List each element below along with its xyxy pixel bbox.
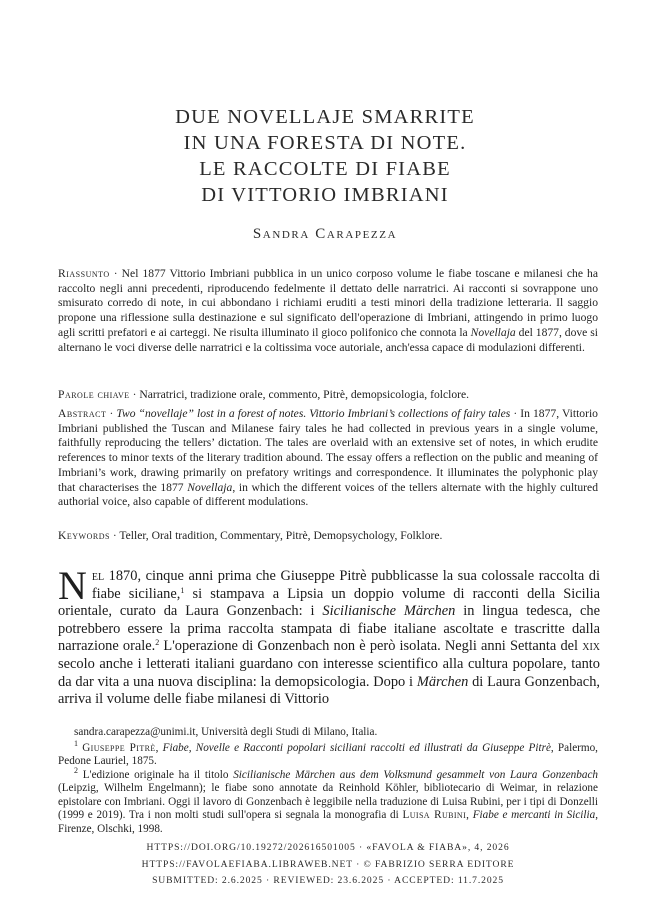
footnote-2 — [58, 765, 599, 837]
abstract-text-a: In 1877, Vittorio Imbriani published the Tuscan and Milanese fairy tales he had collected in previous years in a single volume, faithfully reproducing the tellers’ dictation. The tales are overlaid with an extensive set of notes, in which erudite references to minor texts of the literary tradition abound. The essay offers a reflection on the public and meaning of Imbriani’s work, drawing primarily on prefatory writings and correspondence. It illuminates the polyphonic play that characterises the 1877 — [58, 407, 598, 494]
riassunto-separator: · — [109, 267, 122, 280]
keywords-text: Teller, Oral tradition, Commentary, Pitrè, Demopsychology, Folklore. — [119, 529, 443, 542]
title-line-4: DI VITTORIO IMBRIANI — [201, 184, 449, 206]
footnote-1-number: 1 — [74, 738, 78, 748]
footnote-2-number: 2 — [74, 765, 78, 775]
footnote-ref-2[interactable]: 2 — [155, 638, 160, 648]
abstract-paragraph — [58, 407, 598, 510]
footnote-2-text-a: L'edizione originale ha il titolo — [82, 768, 234, 781]
body-text-6: di Laura Gonzenbach, arriva il volume delle fiabe milanesi di Vittorio — [58, 673, 600, 708]
riassunto-text-b: del 1877, dove si alternano le voci diverse delle narratrici e la coltissima voce autoriale, anch'essa capace di modulazioni differenti. — [58, 325, 598, 354]
footnote-1-author: Giuseppe Pitrè — [82, 741, 156, 754]
footnote-ref-1[interactable]: 1 — [180, 585, 185, 595]
parole-chiave-separator: · — [129, 388, 140, 401]
riassunto-paragraph — [58, 267, 598, 355]
footnote-1-sep: , — [155, 741, 163, 754]
meta-website-line[interactable]: HTTPS://FAVOLAEFIABA.LIBRAWEB.NET · © FABRIZIO SERRA EDITORE — [141, 858, 515, 870]
author-email-note: sandra.carapezza@unimi.it, Università degli Studi di Milano, Italia. — [74, 726, 378, 738]
footnote-2-text-b: (Leipzig, Wilhelm Engelmann); le fiabe sono annotate da Reinhold Köhler, bibliotecario di Weimar, in relazione epistolare con Imbriani. Oggi il lavoro di Gonzenbach è leggibile nella traduzione di Luisa Rubini, per i tipi di Donzelli (1999 e 2019). Tra i non molti studi sull'opera si segnala la monografia di — [58, 782, 598, 821]
body-text-4: L'operazione di Gonzenbach non è però isolata. Negli anni Settanta del — [159, 638, 583, 655]
footnotes — [58, 726, 598, 836]
body-text-1: 1870, cinque anni prima che Giuseppe Pitrè pubblicasse la sua colossale raccolta di fiabe siciliane, — [91, 568, 600, 602]
parole-chiave-paragraph — [58, 388, 598, 403]
title-line-3: LE RACCOLTE DI FIABE — [199, 158, 451, 180]
keywords-label: Keywords — [58, 529, 110, 542]
footnote-1-title: Fiabe, Novelle e Racconti popolari siciliani raccolti ed illustrati da Giuseppe Pitrè — [162, 741, 551, 754]
body-italic-1: Sicilianische Märchen — [322, 603, 456, 620]
title-line-2: IN UNA FORESTA DI NOTE. — [183, 132, 467, 154]
abstract-italic-title: Novellaja — [187, 480, 233, 494]
riassunto-italic-title: Novellaja — [470, 325, 516, 339]
keywords-paragraph — [58, 529, 598, 544]
parole-chiave-label: Parole chiave — [58, 388, 130, 401]
abstract-english-title: Two “novellaje” lost in a forest of notes. Vittorio Imbriani’s collections of fairy tales — [116, 407, 511, 420]
drop-cap: N — [58, 563, 87, 608]
article-title — [60, 104, 590, 208]
author-name: Sandra Carapezza — [252, 226, 398, 242]
first-word-rest: el — [91, 568, 105, 584]
century-numeral: xix — [582, 638, 600, 655]
body-text-3: in lingua tedesca, che potrebbero essere la prima raccolta stampata di fiabe italiane ascoltate e trascritte dalla narrazione orale. — [58, 603, 601, 655]
meta-doi-line[interactable]: HTTPS://DOI.ORG/10.19272/202616501005 · «FAVOLA & FIABA», 4, 2026 — [146, 842, 510, 853]
footnote-2-author: Luisa Rubini — [402, 809, 467, 821]
riassunto-label: Riassunto — [58, 267, 110, 280]
body-italic-2: Märchen — [416, 673, 469, 690]
abstract-separator-2: · — [510, 407, 521, 420]
abstract-separator: · — [106, 407, 117, 420]
footnote-2-title: Sicilianische Märchen aus dem Volksmund gesammelt von Laura Gonzenbach — [233, 768, 599, 781]
body-text-2: si stampava a Lipsia un doppio volume di racconti della Sicilia orientale, curato da Laura Gonzenbach: i — [58, 585, 600, 620]
footnote-1-rest: , Palermo, Pedone Lauriel, 1875. — [58, 741, 598, 767]
footnote-1 — [58, 738, 598, 769]
publication-meta — [58, 840, 598, 890]
footnote-2-text-c: , Firenze, Olschki, 1998. — [58, 809, 599, 835]
body-text-5: secolo anche i letterati italiani guardano con interesse scientifico alla cultura popolare, tanto da dar vita a una nuova disciplina: la demopsicologia. Dopo i — [58, 655, 600, 690]
footnote-2-sep: , — [466, 809, 473, 821]
parole-chiave-text: Narratrici, tradizione orale, commento, Pitrè, demopsicologia, folclore. — [139, 388, 470, 401]
meta-dates-line: SUBMITTED: 2.6.2025 · REVIEWED: 23.6.2025 · ACCEPTED: 11.7.2025 — [152, 875, 504, 886]
body-paragraph — [58, 563, 601, 709]
riassunto-text-a: Nel 1877 Vittorio Imbriani pubblica in un unico corposo volume le fiabe toscane e milanesi che ha raccolto negli anni precedenti, riproducendo fedelmente il dettato delle narratrici. Ai racconti si sovrappone uno smisurato corredo di note, in cui abbondano i richiami eruditi a testi minori della tradizione letteraria. Il saggio propone una riflessione sulla destinazione e sul significato dell'operazione di Imbriani, attingendo in primo luogo agli scritti prefatori e ai carteggi. Ne risulta illuminato il gioco polifonico che connota la — [58, 267, 598, 339]
title-line-1: DUE NOVELLAJE SMARRITE — [175, 106, 475, 128]
keywords-separator: · — [109, 529, 120, 542]
abstract-text-b: , in which the different voices of the tellers alternate with the highly cultured authorial voice, also capable of different modulations. — [58, 480, 598, 509]
footnote-2-title-2: Fiabe e mercanti in Sicilia — [472, 809, 596, 821]
abstract-label: Abstract — [58, 407, 107, 420]
